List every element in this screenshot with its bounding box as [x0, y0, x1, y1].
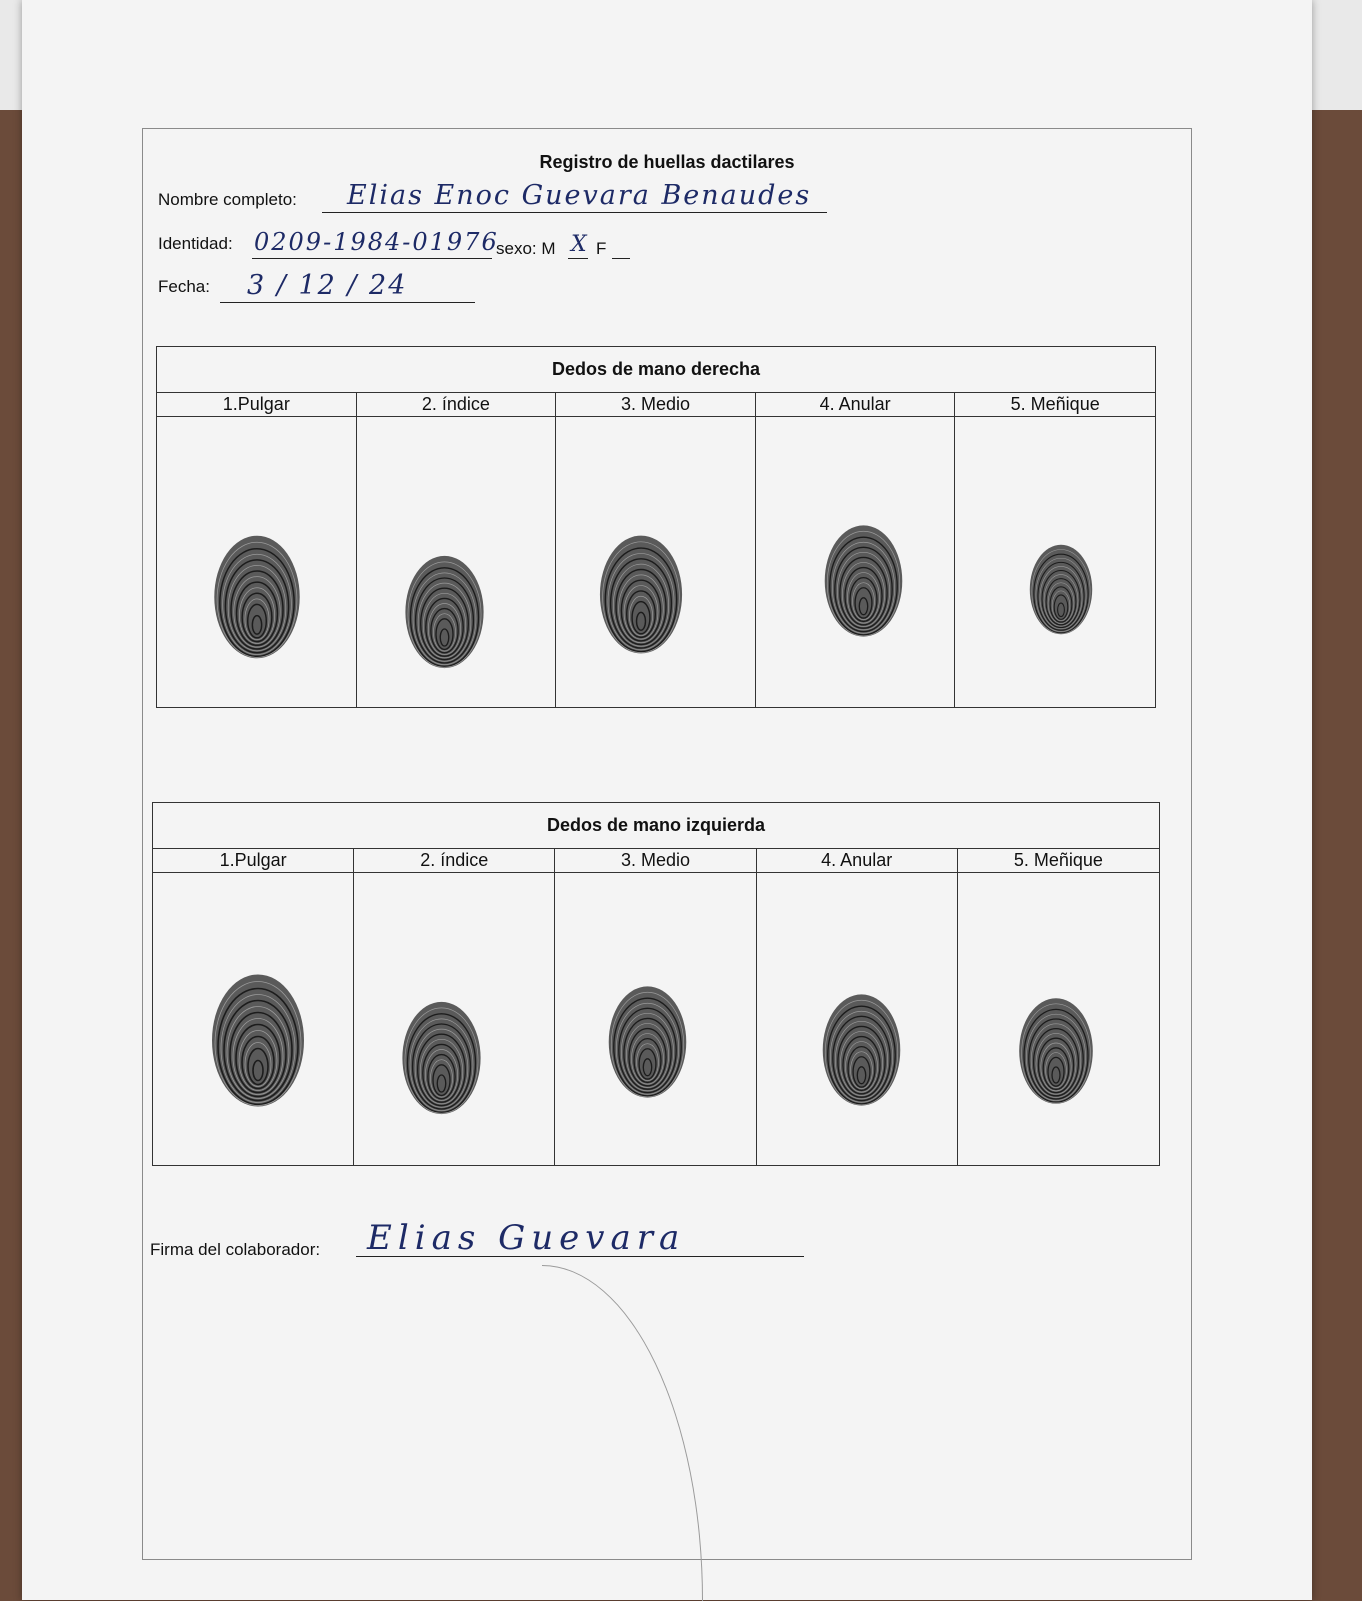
- firma-signature: Elias Guevara: [367, 1218, 686, 1258]
- left-cell-medio: [555, 873, 756, 1165]
- right-col-pulgar: 1.Pulgar: [157, 393, 357, 417]
- left-hand-header: Dedos de mano izquierda: [153, 803, 1159, 849]
- sexo-label: sexo: M: [496, 239, 556, 258]
- right-cell-anular: [756, 417, 956, 707]
- fingerprint-icon: [1016, 991, 1096, 1111]
- fingerprint-icon: [1027, 542, 1095, 637]
- fecha-underline: [220, 302, 475, 303]
- fecha-label: Fecha:: [158, 277, 210, 296]
- paper-sheet: [22, 0, 1312, 1600]
- sexo-m-mark: X: [571, 232, 589, 257]
- right-cell-menique: [955, 417, 1155, 707]
- left-col-indice: 2. índice: [354, 849, 555, 873]
- left-cell-indice: [354, 873, 555, 1165]
- right-col-medio: 3. Medio: [556, 393, 756, 417]
- identidad-underline: [252, 258, 492, 259]
- left-col-menique: 5. Meñique: [958, 849, 1159, 873]
- fingerprint-icon: [402, 552, 487, 672]
- fingerprint-icon: [207, 532, 307, 662]
- nombre-label: Nombre completo:: [158, 190, 297, 209]
- right-col-indice: 2. índice: [357, 393, 557, 417]
- form-title: Registro de huellas dactilares: [539, 152, 795, 172]
- fingerprint-icon: [605, 983, 690, 1101]
- left-hand-table: [152, 802, 1160, 1166]
- left-col-medio: 3. Medio: [555, 849, 756, 873]
- right-hand-header: Dedos de mano derecha: [157, 347, 1155, 393]
- identidad-label: Identidad:: [158, 234, 233, 253]
- left-col-anular: 4. Anular: [757, 849, 958, 873]
- fingerprint-icon: [208, 968, 308, 1113]
- nombre-value: Elias Enoc Guevara Benaudes: [347, 180, 812, 211]
- firma-label: Firma del colaborador:: [150, 1240, 321, 1259]
- right-cell-indice: [357, 417, 557, 707]
- left-cell-pulgar: [153, 873, 354, 1165]
- right-cell-pulgar: [157, 417, 357, 707]
- right-col-menique: 5. Meñique: [955, 393, 1155, 417]
- fingerprint-icon: [596, 532, 686, 657]
- sexo-f-underline: [612, 258, 630, 259]
- fingerprint-icon: [821, 522, 906, 640]
- left-col-pulgar: 1.Pulgar: [153, 849, 354, 873]
- fecha-value: 3 / 12 / 24: [247, 270, 408, 301]
- right-col-anular: 4. Anular: [756, 393, 956, 417]
- fingerprint-icon: [819, 991, 904, 1109]
- right-hand-table: [156, 346, 1156, 708]
- sexo-f-label: F: [596, 239, 607, 258]
- left-cell-anular: [757, 873, 958, 1165]
- nombre-underline: [322, 212, 827, 213]
- identidad-value: 0209-1984-01976: [254, 228, 499, 256]
- sexo-m-underline: [568, 258, 588, 259]
- right-cell-medio: [556, 417, 756, 707]
- fingerprint-icon: [399, 998, 484, 1118]
- left-cell-menique: [958, 873, 1159, 1165]
